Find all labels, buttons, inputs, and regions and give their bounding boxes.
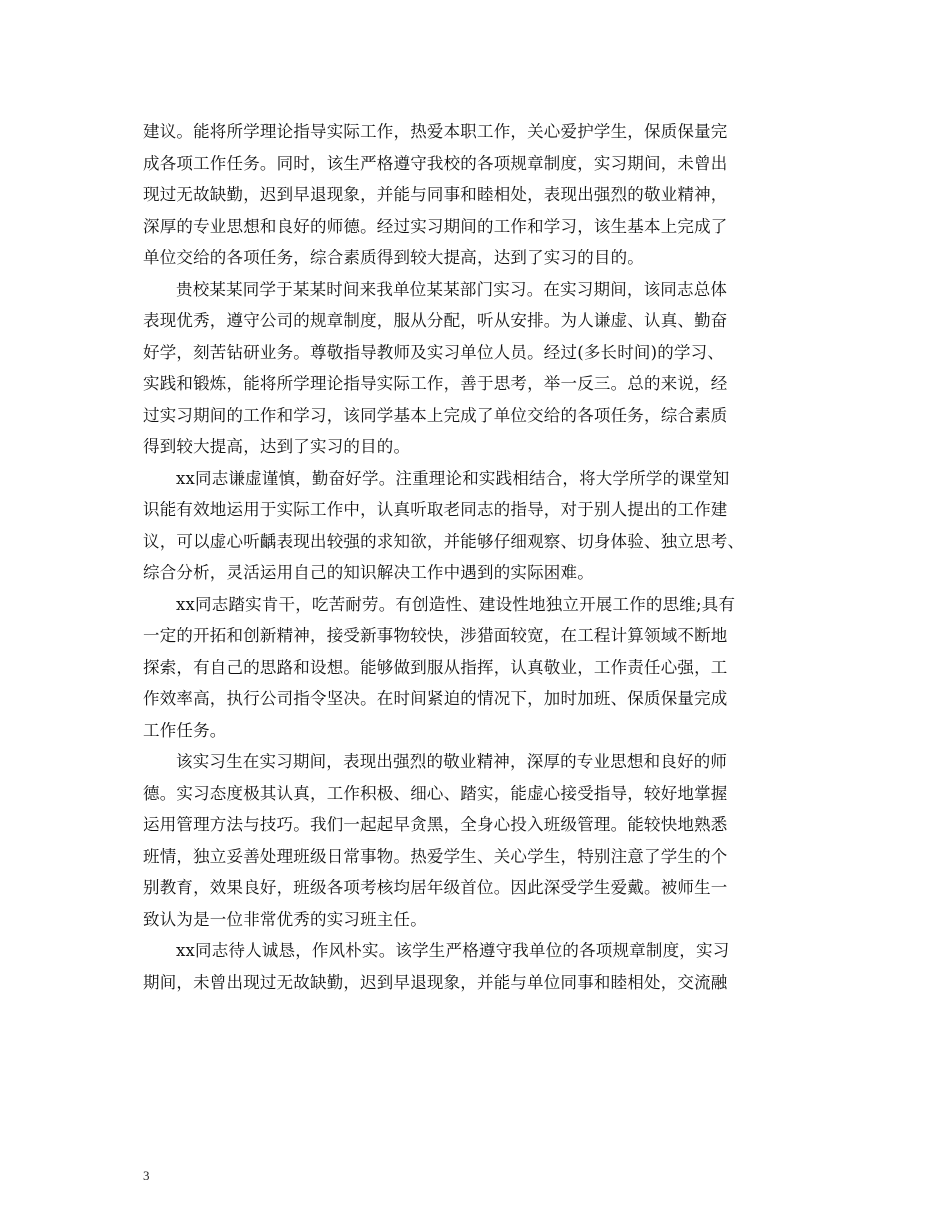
text-line: 深厚的专业思想和良好的师德。经过实习期间的工作和学习，该生基本上完成了 (143, 216, 728, 236)
text-line: 现过无故缺勤，迟到早退现象，并能与同事和睦相处，表现出强烈的敬业精神， (143, 185, 728, 204)
text-line: 班情，独立妥善处理班级日常事物。热爱学生、关心学生，特别注意了学生的个 (143, 846, 728, 866)
text-line: 工作任务。 (143, 720, 227, 740)
paragraph (143, 116, 813, 274)
text-line: 作效率高，执行公司指令坚决。在时间紧迫的情况下，加时加班、保质保量完成 (143, 689, 728, 708)
text-line: 该实习生在实习期间，表现出强烈的敬业精神，深厚的专业思想和良好的师 (176, 752, 728, 771)
document-body (143, 116, 813, 998)
text-line: 德。实习态度极其认真，工作积极、细心、踏实，能虚心接受指导，较好地掌握 (143, 783, 728, 803)
text-line: 过实习期间的工作和学习，该同学基本上完成了单位交给的各项任务，综合素质 (143, 405, 728, 425)
page-number: 3 (143, 1168, 150, 1183)
paragraph (143, 274, 813, 463)
text-line: 综合分析，灵活运用自己的知识解决工作中遇到的实际困难。 (143, 563, 594, 582)
paragraph (143, 746, 813, 935)
text-line: 期间，未曾出现过无故缺勤，迟到早退现象，并能与单位同事和睦相处，交流融 (143, 972, 728, 992)
text-line: 实践和锻炼，能将所学理论指导实际工作，善于思考，举一反三。总的来说，经 (143, 374, 728, 393)
text-line: 一定的开拓和创新精神，接受新事物较快，涉猎面较宽，在工程计算领域不断地 (143, 626, 728, 645)
text-line: xx同志待人诚恳，作风朴实。该学生严格遵守我单位的各项规章制度，实习 (176, 941, 730, 960)
text-line: 别教育，效果良好，班级各项考核均居年级首位。因此深受学生爱戴。被师生一 (143, 878, 728, 897)
text-line: 单位交给的各项任务，综合素质得到较大提高，达到了实习的目的。 (143, 248, 644, 267)
text-line: 议，可以虚心听齲表现出较强的求知欲，并能够仔细观察、切身体验、独立思考、 (143, 531, 745, 551)
paragraph (143, 935, 813, 998)
text-line: 贵校某某同学于某某时间来我单位某某部门实习。在实习期间，该同志总体 (176, 279, 728, 299)
text-line: 建议。能将所学理论指导实际工作，热爱本职工作，关心爱护学生，保质保量完 (143, 122, 728, 141)
text-line: 运用管理方法与技巧。我们一起起早贪黑，全身心投入班级管理。能较快地熟悉 (143, 815, 728, 834)
paragraph (143, 589, 813, 747)
text-line: 表现优秀，遵守公司的规章制度，服从分配，听从安排。为人谦虚、认真、勤奋 (143, 311, 728, 330)
paragraph (143, 463, 813, 589)
text-line: 好学，刻苦钻研业务。尊敬指导教师及实习单位人员。经过(多长时间)的学习、 (143, 342, 725, 362)
text-line: 得到较大提高，达到了实习的目的。 (143, 437, 411, 456)
text-line: 识能有效地运用于实际工作中，认真听取老同志的指导，对于别人提出的工作建 (143, 500, 728, 519)
text-line: 探索，有自己的思路和设想。能够做到服从指挥，认真敬业，工作责任心强，工 (143, 657, 728, 677)
text-line: xx同志踏实肯干，吃苦耐劳。有创造性、建设性地独立开展工作的思维;具有 (176, 594, 736, 614)
text-line: 致认为是一位非常优秀的实习班主任。 (143, 909, 427, 929)
text-line: 成各项工作任务。同时，该生严格遵守我校的各项规章制度，实习期间，未曾出 (143, 153, 728, 173)
text-line: xx同志谦虚谨慎，勤奋好学。注重理论和实践相结合，将大学所学的课堂知 (176, 468, 730, 488)
